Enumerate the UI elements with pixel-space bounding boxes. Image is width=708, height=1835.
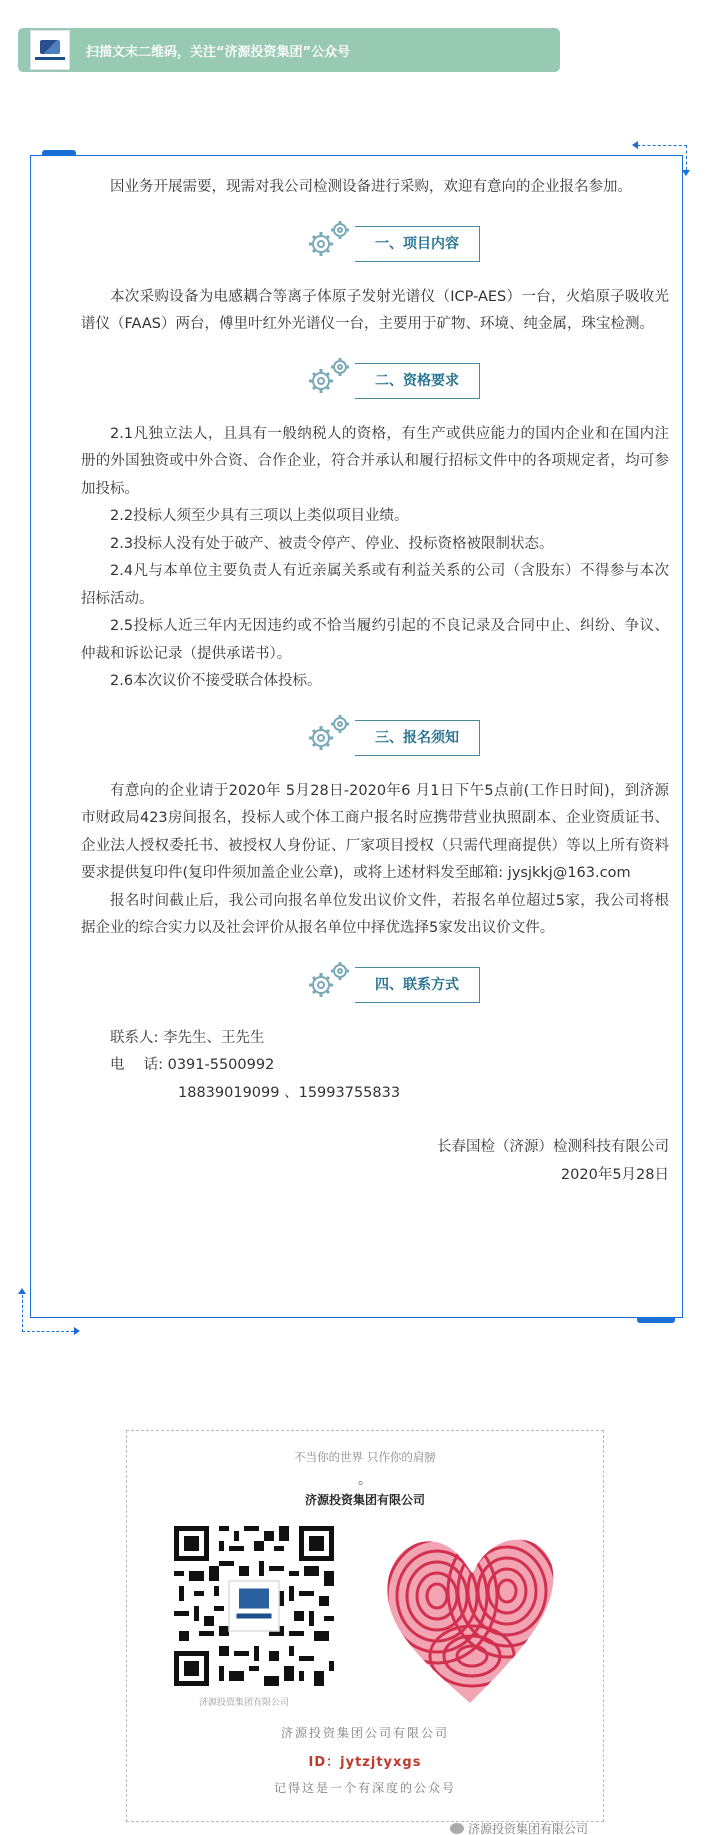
gears-icon [303, 355, 355, 399]
contact-mobile: 18839019099 、15993755833 [178, 1084, 401, 1101]
banner-text: 扫描文末二维码，关注“济源投资集团”公众号 [86, 44, 351, 60]
section-paragraph: 本次采购设备为电感耦合等离子体原子发射光谱仪（ICP-AES）一台，火焰原子吸收光谱仪（FAAS）两台，傅里叶红外光谱仪一台，主要用于矿物、环境、纯金属，珠宝检测。 [81, 288, 669, 332]
notice-box [30, 155, 683, 1318]
arrow-left-icon [632, 141, 638, 149]
corner-dashed-line [22, 1331, 74, 1332]
section-header [81, 351, 669, 407]
section-title: 二、资格要求 [355, 363, 480, 399]
section-title: 四、联系方式 [355, 967, 480, 1003]
wechat-icon [450, 1823, 464, 1834]
section-header [81, 214, 669, 270]
signature-date: 2020年5月28日 [560, 1167, 669, 1183]
box-accent-bar [637, 1317, 675, 1323]
corner-dashed-line [686, 145, 687, 170]
card-dot: 。 [358, 1472, 372, 1488]
section-paragraph: 2.6本次议价不接受联合体投标。 [110, 673, 322, 689]
section-paragraph: 2.5投标人近三年内无因违约或不恰当履约引起的不良记录及合同中止、纠纷、争议、仲裁和诉讼记录（提供承诺书）。 [81, 618, 669, 662]
section-title: 一、项目内容 [355, 226, 480, 262]
corner-dashed-line [637, 145, 687, 146]
card-name: 济源投资集团公司有限公司 [280, 1726, 449, 1740]
box-accent-bar [42, 150, 76, 156]
watermark [450, 1820, 588, 1835]
arrow-down-icon [682, 170, 690, 176]
fingerprint-heart-icon [382, 1521, 557, 1711]
contact-block [81, 1025, 669, 1108]
arrow-up-icon [18, 1288, 26, 1294]
qr-card [126, 1430, 604, 1822]
section-header [81, 955, 669, 1011]
watermark-text: 济源投资集团有限公司 [468, 1822, 589, 1835]
card-company: 济源投资集团有限公司 [304, 1493, 425, 1507]
contact-person: 联系人: 李先生、王先生 [110, 1029, 265, 1046]
section-header [81, 708, 669, 764]
follow-banner [18, 28, 560, 72]
company-logo-icon [30, 30, 70, 70]
section-paragraph: 2.4凡与本单位主要负责人有近亲属关系或有利益关系的公司（含股东）不得参与本次招标活动。 [81, 563, 669, 607]
signature-block [81, 1133, 669, 1189]
section-title: 三、报名须知 [355, 720, 480, 756]
intro-paragraph: 因业务开展需要，现需对我公司检测设备进行采购，欢迎有意向的企业报名参加。 [110, 179, 632, 195]
gears-icon [303, 712, 355, 756]
gears-icon [303, 959, 355, 1003]
corner-dashed-line [22, 1295, 23, 1332]
section-paragraph: 2.2投标人须至少具有三项以上类似项目业绩。 [110, 508, 409, 524]
section-paragraph: 2.1凡独立法人，且具有一般纳税人的资格，有生产或供应能力的国内企业和在国内注册的外国独资或中外合资、合作企业，符合并承认和履行招标文件中的各项规定者，均可参加投标。 [81, 425, 669, 497]
section-paragraph: 有意向的企业请于2020年 5月28日-2020年6 月1日下午5点前(工作日时间)，到济源市财政局423房间报名，投标人或个体工商户报名时应携带营业执照副本、企业资质证书、企业法人授权委托书、被授权人身份证、厂家项目授权（只需代理商提供）等以上所有资料要求提供复印件(复印件须加盖企业公章)，或将上述材料发至邮箱: jysjkkj@163.com [81, 782, 669, 881]
contact-phone: 电 话: 0391-5500992 [110, 1057, 275, 1073]
section-paragraph: 报名时间截止后，我公司向报名单位发出议价文件，若报名单位超过5家，我公司将根据企业的综合实力以及社会评价从报名单位中择优选择5家发出议价文件。 [81, 892, 669, 936]
qr-code-icon[interactable] [169, 1521, 339, 1691]
arrow-right-icon [74, 1327, 80, 1335]
notice-content [81, 174, 669, 1189]
card-slogan: 不当你的世界 只作你的肩膀 [294, 1450, 436, 1464]
qr-caption: 济源投资集团有限公司 [199, 1698, 290, 1708]
card-id: ID：jytzjtyxgs [308, 1755, 422, 1770]
signature-company: 长春国检（济源）检测科技有限公司 [437, 1139, 669, 1155]
gears-icon [303, 218, 355, 262]
card-remember: 记得这是一个有深度的公众号 [273, 1781, 456, 1795]
section-paragraph: 2.3投标人没有处于破产、被责令停产、停业、投标资格被限制状态。 [110, 535, 554, 552]
